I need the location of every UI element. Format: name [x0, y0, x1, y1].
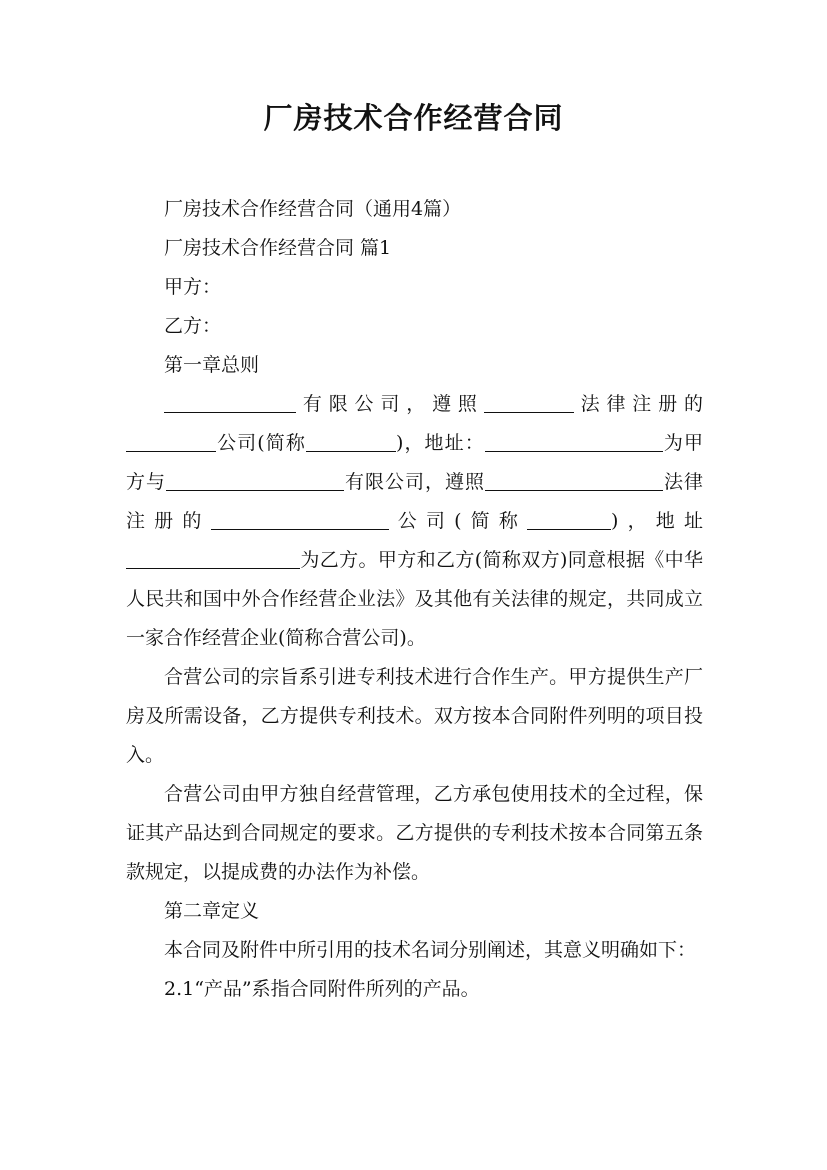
document-title: 厂房技术合作经营合同 — [263, 101, 564, 135]
blank-line — [484, 393, 574, 413]
paragraph-definitions: 本合同及附件中所引用的技术名词分别阐述，其意义明确如下： — [164, 939, 697, 961]
paragraph-purpose: 合营公司的宗旨系引进专利技术进行合作生产。甲方提供生产厂房及所需设备，乙方提供专利技术。双方按本合同附件列明的项目投入。 — [126, 666, 703, 766]
section-heading: 厂房技术合作经营合同 篇1 — [164, 237, 392, 259]
document-body — [126, 190, 703, 1009]
paragraph-parties: 有限公司，遵照 法律注册的公司(简称 )，地址： 为甲方与 有限公司，遵照 法律注册的 公司(简称 )，地址为乙方。甲方和乙方(简称双方)同意根据《中华人民共和国中外合作经营企业法》及其他有关法律的规定，共同成立一家合作经营企业(简称合营公司)。 — [126, 393, 703, 649]
chapter-1-heading: 第一章总则 — [164, 354, 260, 376]
blank-line — [166, 471, 344, 491]
blank-line — [164, 393, 296, 413]
blank-line — [485, 432, 663, 452]
blank-line — [306, 432, 396, 452]
document-subtitle: 厂房技术合作经营合同（通用4篇） — [164, 198, 462, 220]
blank-line — [527, 510, 611, 530]
party-b-label: 乙方： — [164, 315, 222, 337]
blank-line — [126, 432, 216, 452]
blank-line — [211, 510, 389, 530]
party-a-label: 甲方： — [164, 276, 222, 298]
blank-line — [485, 471, 663, 491]
chapter-2-heading: 第二章定义 — [164, 900, 260, 922]
blank-line — [126, 549, 300, 569]
definition-2-1: 2.1“产品”系指合同附件所列的产品。 — [164, 978, 480, 1000]
paragraph-management: 合营公司由甲方独自经营管理，乙方承包使用技术的全过程，保证其产品达到合同规定的要求。乙方提供的专利技术按本合同第五条款规定，以提成费的办法作为补偿。 — [126, 783, 703, 883]
